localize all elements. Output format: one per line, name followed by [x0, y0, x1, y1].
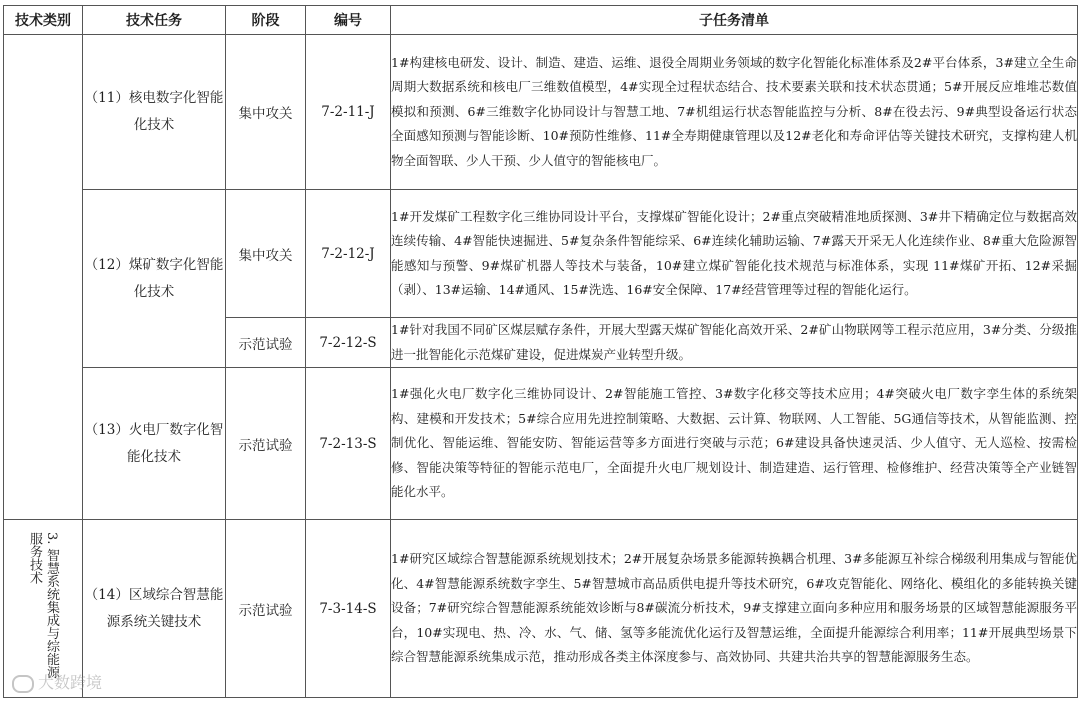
table-row: [4, 368, 1078, 520]
category-label: 3. 智慧系统集成与综能源服务技术: [27, 531, 59, 679]
task-cell: （11）核电数字化智能化技术: [83, 35, 226, 190]
task-cell: （13）火电厂数字化智能化技术: [83, 368, 226, 520]
task-cell: （12）煤矿数字化智能化技术: [83, 190, 226, 368]
header-task: 技术任务: [83, 6, 226, 35]
code-cell: 7-2-12-J: [306, 190, 391, 318]
subtasks-cell: 1#研究区域综合智慧能源系统规划技术；2#开展复杂场景多能源转换耦合机理、3#多能源互补综合梯级利用集成与智能优化、4#智慧能源系统数字孪生、5#智慧城市高品质供电提升等技术研究，6#攻克智能化、网络化、模组化的多能转换关键设备；7#研究综合智慧能源系统能效诊断与8#碳流分析技术，9#支撑建立面向多种应用和服务场景的区域智慧能源服务平台，10#实现电、热、冷、水、气、储、氢等多能流优化运行及智慧运维，全面提升能源综合利用率；11#开展典型场景下综合智慧能源系统集成示范，推动形成各类主体深度参与、高效协同、共建共治共享的智慧能源服务生态。: [391, 520, 1078, 698]
header-subtasks: 子任务清单: [391, 6, 1078, 35]
task-cell: （14）区域综合智慧能源系统关键技术: [83, 520, 226, 698]
category-cell-empty: [4, 35, 83, 520]
table-row: [4, 520, 1078, 698]
watermark-text: 大数跨境: [38, 673, 103, 692]
subtasks-cell: 1#构建核电研发、设计、制造、建造、运维、退役全周期业务领域的数字化智能化标准体系及2#平台体系，3#建立全生命周期大数据系统和核电厂三维数值模型，4#实现全过程状态结合、技术要素关联和技术状态贯通；5#开展反应堆堆芯数值模拟和预测、6#三维数字化协同设计与智慧工地、7#机组运行状态智能监控与分析、8#在役去污、9#典型设备运行状态全面感知预测与智能诊断、10#预防性维修、11#全寿期健康管理以及12#老化和寿命评估等关键技术研究，支撑构建人机物全面智联、少人干预、少人值守的智能核电厂。: [391, 35, 1078, 190]
table-header-row: [4, 6, 1078, 35]
stage-cell: 示范试验: [226, 318, 306, 368]
header-category: 技术类别: [4, 6, 83, 35]
code-cell: 7-2-13-S: [306, 368, 391, 520]
stage-cell: 集中攻关: [226, 35, 306, 190]
table-row: [4, 190, 1078, 318]
header-code: 编号: [306, 6, 391, 35]
stage-cell: 示范试验: [226, 368, 306, 520]
subtasks-cell: 1#开发煤矿工程数字化三维协同设计平台，支撑煤矿智能化设计；2#重点突破精准地质探测、3#井下精确定位与数据高效连续传输、4#智能快速掘进、5#复杂条件智能综采、6#连续化辅助运输、7#露天开采无人化连续作业、8#重大危险源智能感知与预警、9#煤矿机器人等技术与装备，10#建立煤矿智能化技术规范与标准体系，实现 11#煤矿开拓、12#采掘（剥）、13#运输、14#通风、15#洗选、16#安全保障、17#经营管理等过程的智能化运行。: [391, 190, 1078, 318]
code-cell: 7-2-12-S: [306, 318, 391, 368]
code-cell: 7-2-11-J: [306, 35, 391, 190]
code-cell: 7-3-14-S: [306, 520, 391, 698]
watermark-logo-icon: [12, 675, 34, 693]
subtasks-cell: 1#针对我国不同矿区煤层赋存条件，开展大型露天煤矿智能化高效开采、2#矿山物联网等工程示范应用，3#分类、分级推进一批智能化示范煤矿建设，促进煤炭产业转型升级。: [391, 318, 1078, 368]
table-row: [4, 35, 1078, 190]
header-stage: 阶段: [226, 6, 306, 35]
stage-cell: 示范试验: [226, 520, 306, 698]
watermark: [12, 670, 102, 693]
subtasks-cell: 1#强化火电厂数字化三维协同设计、2#智能施工管控、3#数字化移交等技术应用；4#突破火电厂数字孪生体的系统架构、建模和开发技术；5#综合应用先进控制策略、大数据、云计算、物联网、人工智能、5G通信等技术，从智能监测、控制优化、智能运维、智能安防、智能运营等多方面进行突破与示范；6#建设具备快速灵活、少人值守、无人巡检、按需检修、智能决策等特征的智能示范电厂，全面提升火电厂规划设计、制造建造、运行管理、检修维护、经营决策等全产业链智能化水平。: [391, 368, 1078, 520]
stage-cell: 集中攻关: [226, 190, 306, 318]
tech-task-table: [3, 5, 1078, 698]
